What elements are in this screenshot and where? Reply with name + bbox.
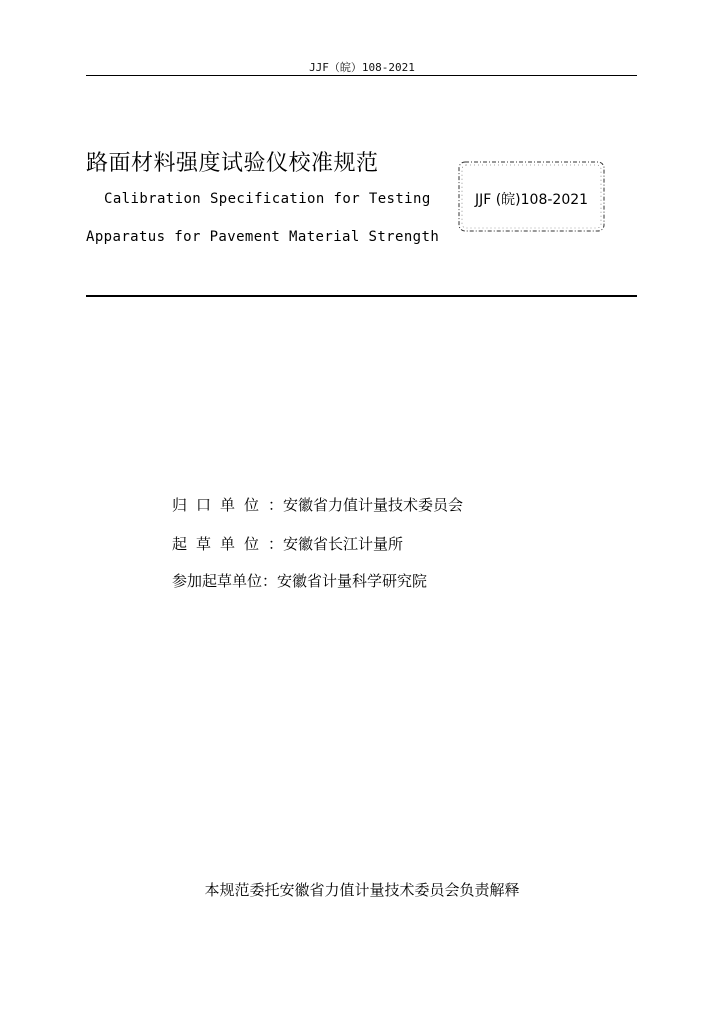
- title-chinese: 路面材料强度试验仪校准规范: [86, 151, 379, 176]
- info-line-participating-unit: [172, 570, 427, 591]
- code-box-text: JJF (皖)108-2021: [474, 192, 589, 208]
- info-label: 起草单位: [172, 535, 269, 553]
- code-box: [456, 159, 607, 234]
- header-code: JJF（皖）108-2021: [309, 61, 415, 74]
- info-label: 归口单位: [172, 496, 269, 514]
- info-line-drafting-unit: [172, 533, 403, 554]
- footer-note: 本规范委托安徽省力值计量技术委员会负责解释: [204, 881, 520, 899]
- title-english-line1: Calibration Specification for Testing: [104, 191, 431, 207]
- info-separator: ：: [268, 535, 284, 553]
- info-separator: ：: [262, 572, 278, 590]
- info-value: 安徽省力值计量技术委员会: [283, 496, 464, 514]
- main-rule: [86, 295, 637, 297]
- info-value: 安徽省计量科学研究院: [277, 572, 428, 590]
- info-line-managing-unit: [172, 494, 463, 515]
- header-rule: [86, 75, 637, 76]
- info-separator: ：: [268, 496, 284, 514]
- title-english-line2: Apparatus for Pavement Material Strength: [86, 229, 440, 245]
- info-label: 参加起草单位: [172, 572, 263, 590]
- info-value: 安徽省长江计量所: [283, 535, 404, 553]
